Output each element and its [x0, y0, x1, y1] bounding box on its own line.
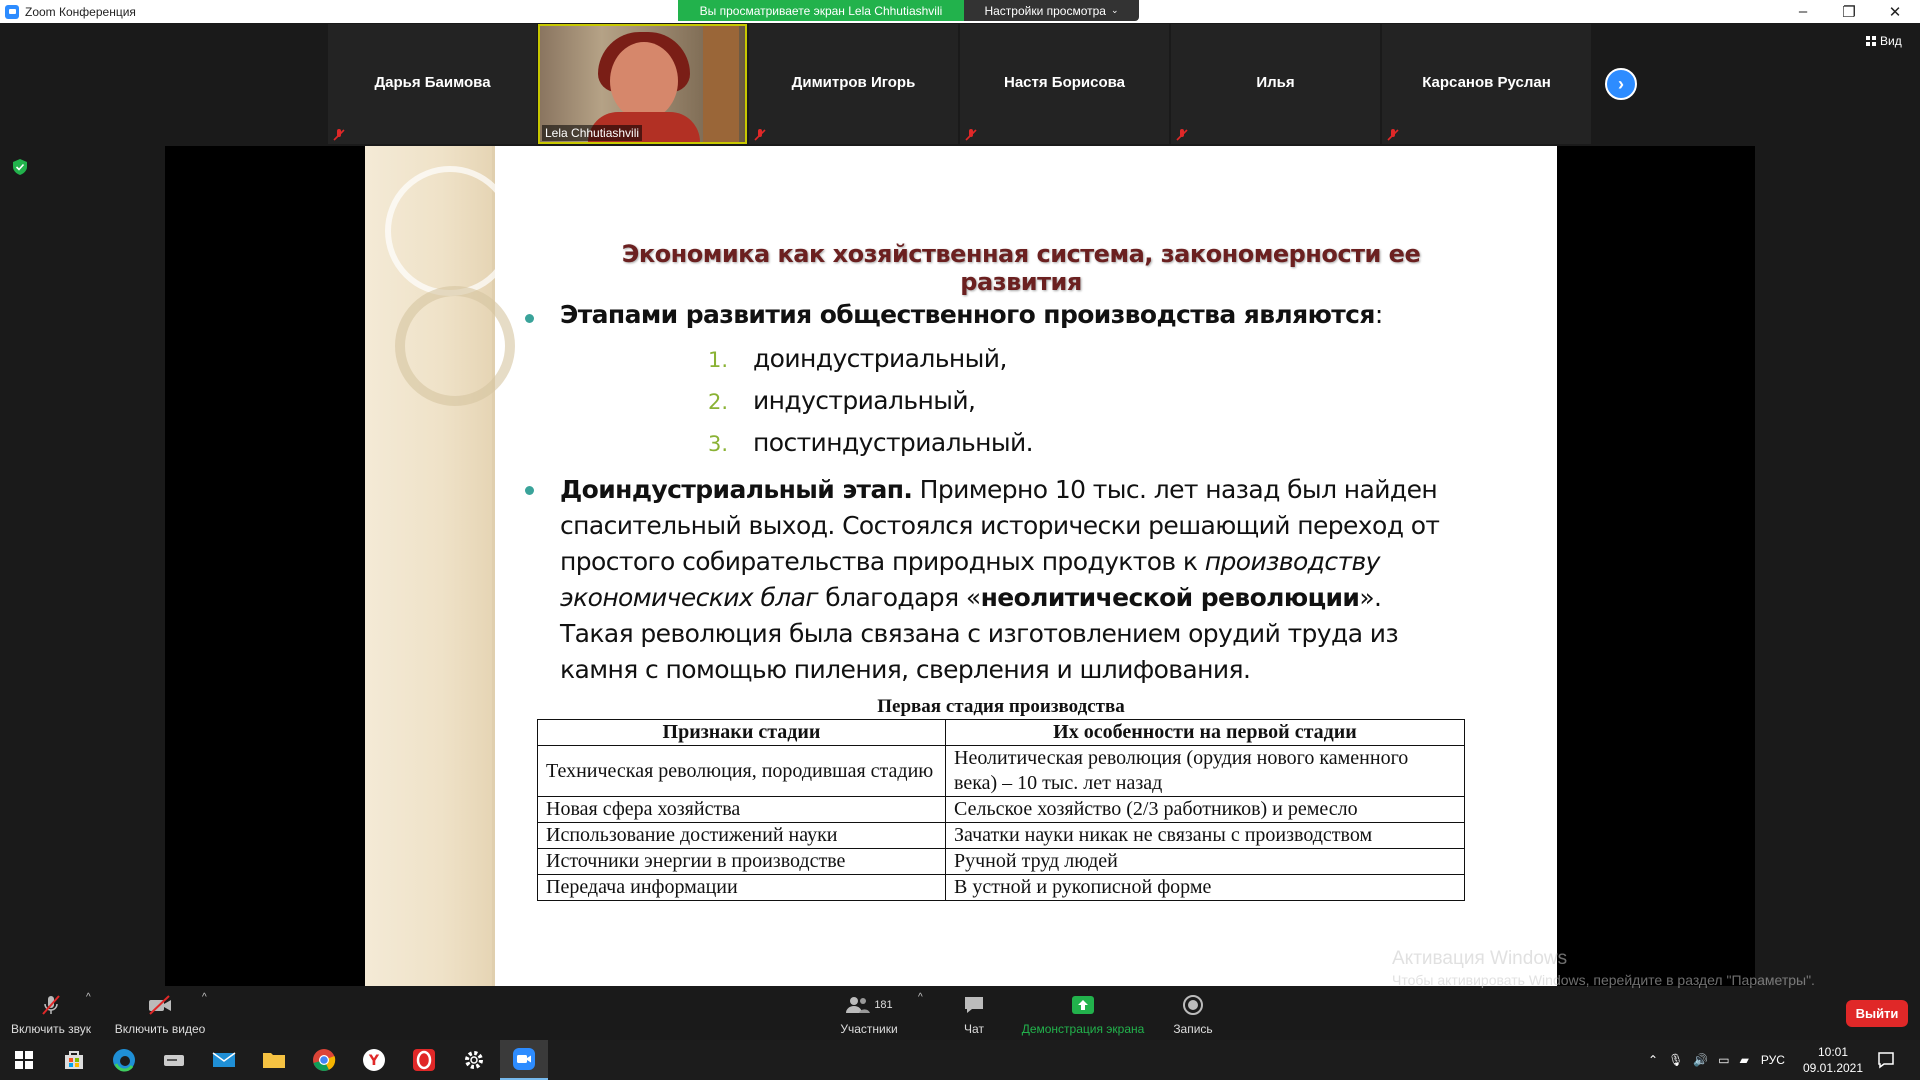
clock-time: 10:01 [1817, 1045, 1849, 1059]
start-video-button[interactable] [112, 988, 208, 1040]
muted-mic-icon [964, 128, 978, 142]
para-italic: производству экономических благ [560, 547, 1380, 612]
para-text: благодаря « [817, 583, 981, 612]
table-cell: Источники энергии в производстве [538, 849, 946, 875]
stage-table [537, 719, 1465, 901]
share-banner: Вы просматриваете экран Lela Chhutiashvili [678, 0, 964, 21]
bullet-heading-text: Этапами развития общественного производства являются [560, 300, 1375, 329]
table-row [538, 849, 1465, 875]
para-text: Примерно 10 тыс. лет назад был найден спасительный выход. Состоялся исторически решающий переход от простого собирательства природных продуктов к [560, 475, 1440, 576]
zoom-app-icon [5, 5, 19, 19]
zoom-icon [512, 1047, 536, 1071]
close-button[interactable]: ✕ [1888, 3, 1902, 21]
muted-mic-icon [1175, 128, 1189, 142]
table-cell: Техническая революция, породившая стадию [538, 746, 946, 797]
participant-name: Lela Chhutiashvili [542, 125, 642, 141]
mail-taskbar-icon[interactable] [200, 1040, 248, 1080]
record-icon [1182, 994, 1204, 1016]
opera-taskbar-icon[interactable] [400, 1040, 448, 1080]
muted-mic-icon [1386, 128, 1400, 142]
start-video-label: Включить видео [114, 1022, 206, 1036]
next-page-button[interactable] [1605, 68, 1637, 100]
speaker-icon[interactable]: 🔊 [1693, 1053, 1709, 1067]
participant-name: Карсанов Руслан [1422, 74, 1551, 91]
grid-icon [1866, 36, 1876, 46]
network-icon[interactable]: ▭ [1718, 1053, 1730, 1067]
table-row [538, 797, 1465, 823]
video-options-caret[interactable]: ^ [202, 992, 207, 1003]
para-bold: неолитической революции [980, 583, 1360, 612]
participant-name: Димитров Игорь [791, 74, 916, 91]
yandex-icon [362, 1048, 386, 1072]
settings-taskbar-icon[interactable] [450, 1040, 498, 1080]
zoom-taskbar-icon[interactable] [500, 1040, 548, 1080]
chevron-down-icon: ⌄ [1110, 5, 1119, 15]
clock-date: 09.01.2021 [1802, 1061, 1864, 1075]
participant-tile[interactable] [1171, 24, 1380, 144]
table-cell: Передача информации [538, 875, 946, 901]
chevron-right-icon: › [1618, 73, 1624, 94]
table-cell: Зачатки науки никак не связаны с производством [946, 823, 1465, 849]
video-off-icon [147, 994, 173, 1016]
participant-tile[interactable] [749, 24, 958, 144]
para-bold-lead: Доиндустриальный этап. [560, 475, 913, 504]
video-door [703, 26, 739, 144]
show-hidden-icons[interactable]: ⌃ [1648, 1053, 1659, 1067]
participant-tile[interactable] [960, 24, 1169, 144]
bullet-heading-colon: : [1374, 300, 1383, 329]
security-shield-icon[interactable] [13, 159, 27, 175]
restore-button[interactable]: ❐ [1842, 3, 1856, 21]
presentation-slide [365, 146, 1557, 986]
bullet-dot [525, 314, 534, 323]
bullet-dot [525, 486, 534, 495]
table-row [538, 746, 1465, 797]
table-header-row [538, 720, 1465, 746]
view-button[interactable] [1866, 34, 1902, 48]
view-options-label: Настройки просмотра [984, 3, 1106, 18]
view-options-button[interactable] [964, 0, 1139, 21]
chrome-icon [312, 1048, 336, 1072]
slide-decor-sidebar [365, 146, 495, 986]
leave-meeting-button[interactable]: Выйти [1846, 1000, 1908, 1027]
taskbar-clock[interactable] [1793, 1044, 1873, 1076]
table-caption: Первая стадия производства [877, 696, 1125, 717]
list-number: 2. [708, 390, 729, 414]
table-header: Признаки стадии [538, 720, 946, 746]
tray-icons [1648, 1040, 1785, 1080]
table-cell: Использование достижений науки [538, 823, 946, 849]
list-item: индустриальный, [753, 386, 976, 415]
participant-name: Дарья Баимова [374, 74, 491, 91]
table-header: Их особенности на первой стадии [946, 720, 1465, 746]
edge-taskbar-icon[interactable] [100, 1040, 148, 1080]
store-taskbar-icon[interactable] [50, 1040, 98, 1080]
unmute-button[interactable] [8, 988, 94, 1040]
participants-icon [845, 995, 871, 1015]
chrome-taskbar-icon[interactable] [300, 1040, 348, 1080]
folder-icon [262, 1050, 286, 1070]
bullet-heading [560, 300, 1383, 329]
meeting-controls [0, 988, 1920, 1040]
table-cell: Ручной труд людей [946, 849, 1465, 875]
share-screen-label: Демонстрация экрана [1021, 1022, 1145, 1036]
muted-mic-icon [40, 994, 62, 1016]
audio-options-caret[interactable]: ^ [86, 992, 91, 1003]
notification-icon [1877, 1051, 1895, 1069]
opera-icon [412, 1048, 436, 1072]
notifications-button[interactable] [1862, 1040, 1910, 1080]
start-button[interactable] [0, 1040, 48, 1080]
table-row [538, 823, 1465, 849]
windows-activation-text: Чтобы активировать Windows, перейдите в раздел "Параметры". [1392, 972, 1815, 988]
table-row [538, 875, 1465, 901]
participant-tile[interactable] [1382, 24, 1591, 144]
microphone-icon[interactable]: 🎙 [1668, 1053, 1684, 1067]
list-item: доиндустриальный, [753, 344, 1007, 373]
muted-mic-icon [332, 128, 346, 142]
chat-icon [963, 995, 985, 1015]
participant-name: Илья [1256, 74, 1295, 91]
record-button[interactable] [1168, 988, 1218, 1040]
table-cell: В устной и рукописной форме [946, 875, 1465, 901]
windows-activation-title: Активация Windows [1392, 948, 1568, 969]
participant-video-tile[interactable] [538, 24, 747, 144]
chat-button[interactable] [950, 988, 998, 1040]
participant-gallery [328, 24, 1592, 144]
windows-taskbar [0, 1040, 1920, 1080]
mail-icon [212, 1050, 236, 1070]
window-title: Zoom Конференция [25, 4, 136, 19]
chat-label: Чат [964, 1022, 984, 1036]
table-cell: Неолитическая революция (орудия нового каменного века) – 10 тыс. лет назад [946, 746, 1465, 797]
minimize-button[interactable]: – [1798, 3, 1808, 20]
list-number: 1. [708, 348, 729, 372]
participants-button[interactable] [830, 988, 908, 1040]
battery-icon[interactable]: ▰ [1739, 1053, 1749, 1067]
video-face [610, 42, 678, 120]
drive-icon [162, 1050, 186, 1070]
explorer-taskbar-icon[interactable] [250, 1040, 298, 1080]
list-item: постиндустриальный. [753, 428, 1033, 457]
participant-tile[interactable] [328, 24, 537, 144]
participants-options-caret[interactable]: ^ [918, 992, 923, 1003]
store-icon [63, 1049, 85, 1071]
share-screen-button[interactable] [1018, 988, 1148, 1040]
edge-icon [112, 1048, 136, 1072]
table-cell: Новая сфера хозяйства [538, 797, 946, 823]
unmute-label: Включить звук [10, 1022, 92, 1036]
drive-taskbar-icon[interactable] [150, 1040, 198, 1080]
view-label: Вид [1880, 34, 1902, 48]
slide-paragraph [560, 472, 1460, 688]
participant-name: Настя Борисова [1004, 74, 1125, 91]
yandex-taskbar-icon[interactable] [350, 1040, 398, 1080]
para-text: ». Такая революция была связана с изготовлением орудий труда из камня с помощью пиления, сверления и шлифования. [560, 583, 1399, 684]
gear-icon [463, 1049, 485, 1071]
muted-mic-icon [753, 128, 767, 142]
participants-count: 181 [874, 999, 893, 1011]
svg-text:Y: Y [368, 1053, 380, 1069]
record-label: Запись [1173, 1022, 1213, 1036]
table-cell: Сельское хозяйство (2/3 работников) и ремесло [946, 797, 1465, 823]
slide-title: Экономика как хозяйственная система, закономерности ее развития [621, 240, 1421, 296]
windows-logo-icon [15, 1051, 33, 1069]
list-number: 3. [708, 432, 729, 456]
participants-label: Участники [840, 1022, 898, 1036]
share-screen-icon [1071, 995, 1095, 1015]
input-language[interactable]: РУС [1760, 1053, 1785, 1067]
